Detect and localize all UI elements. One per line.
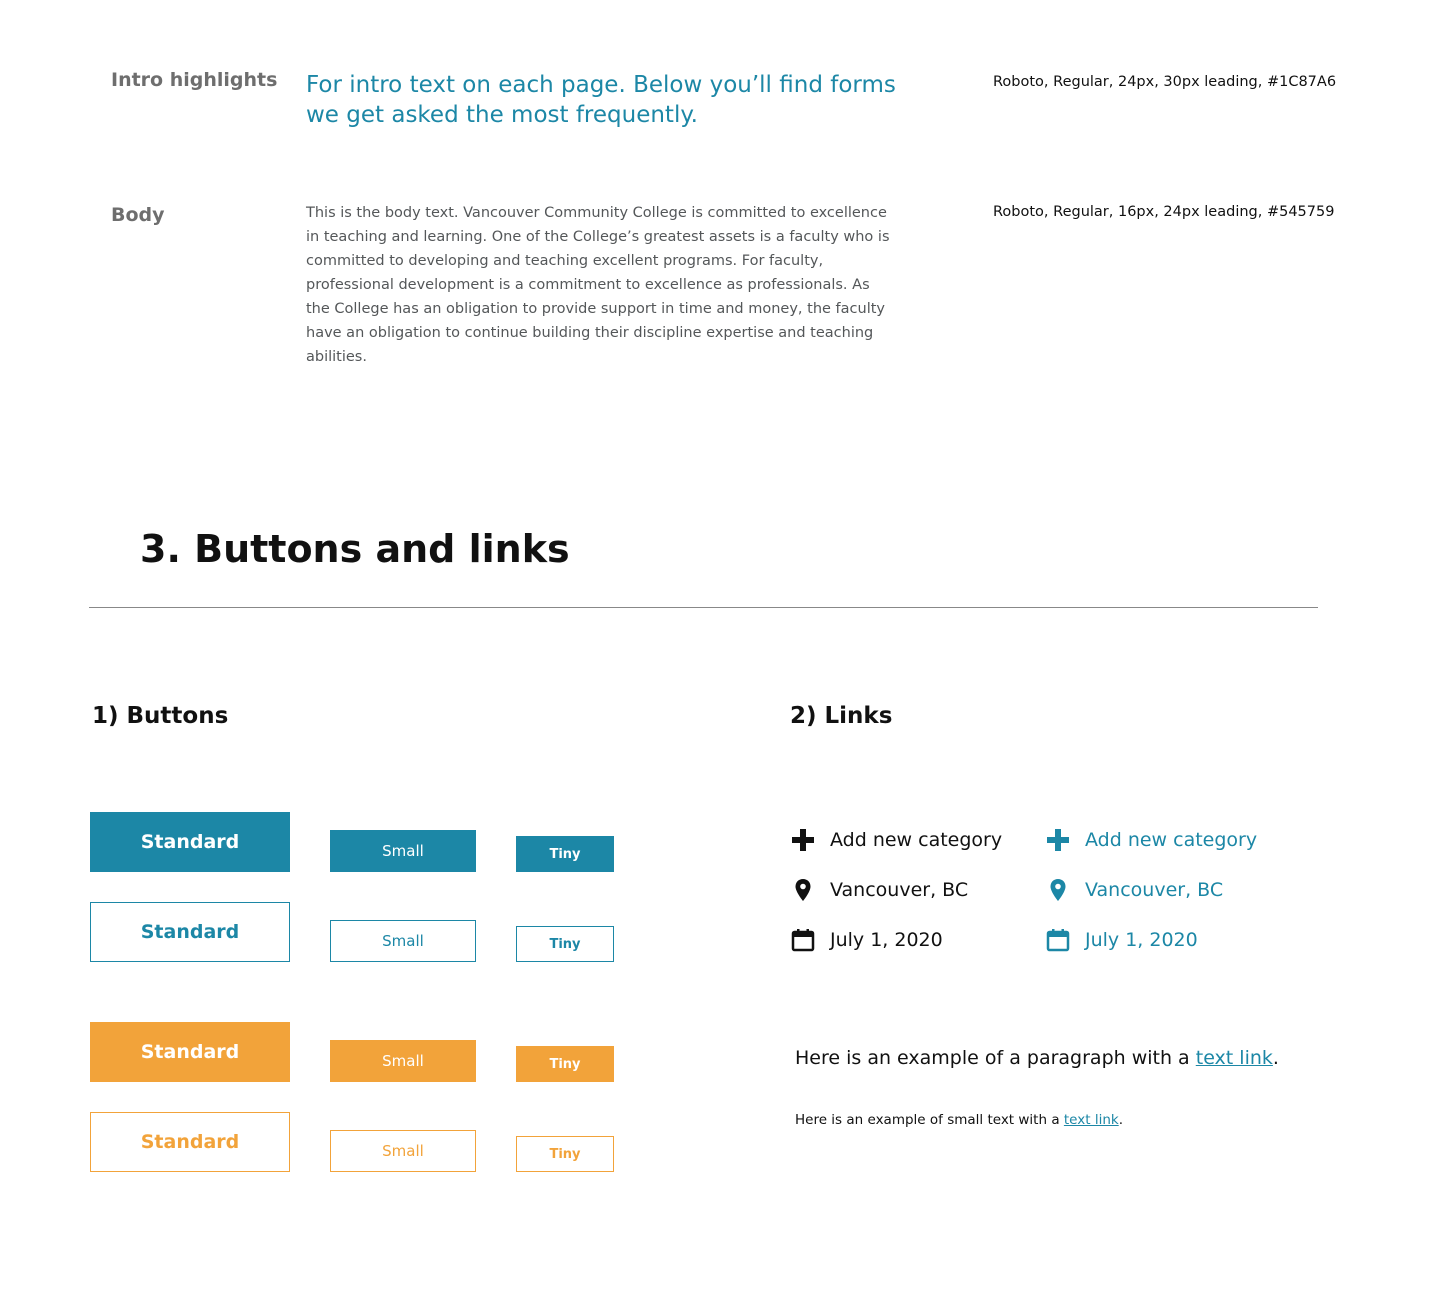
body-sample-text: This is the body text. Vancouver Community College is committed to excellence in teaching and learning. One of the College’s greatest assets is a faculty who is committed to developing and teaching excellent programs. For faculty, professional development is a commitment to excellence as professionals. As the College has an obligation to provide support in time and money, the faculty have an obligation to continue building their discipline expertise and teaching abilities.: [306, 205, 890, 365]
buttons-heading: 1) Buttons: [92, 703, 229, 729]
intro-spec: Roboto, Regular, 24px, 30px leading, #1C87A6: [993, 74, 1337, 90]
plus-icon: [790, 827, 816, 853]
intro-highlights-label: Intro highlights: [111, 69, 278, 91]
add-category-link-dark[interactable]: [790, 825, 1002, 855]
links-heading: 2) Links: [790, 703, 893, 729]
paragraph-example: [795, 1047, 1279, 1069]
body-label: Body: [111, 204, 165, 226]
location-label: Vancouver, BC: [830, 879, 969, 901]
standard-button-accent-outline[interactable]: Standard: [90, 1112, 290, 1172]
small-text-link[interactable]: text link: [1063, 1112, 1119, 1128]
date-label: July 1, 2020: [830, 929, 943, 951]
add-category-label: Add new category: [1085, 829, 1258, 851]
section-divider: [89, 607, 1318, 608]
tiny-button-accent-outline[interactable]: Tiny: [516, 1136, 614, 1172]
standard-button-primary[interactable]: Standard: [90, 812, 290, 872]
calendar-icon: [1045, 927, 1071, 953]
standard-button-accent[interactable]: Standard: [90, 1022, 290, 1082]
standard-button-primary-outline[interactable]: Standard: [90, 902, 290, 962]
plus-icon: [1045, 827, 1071, 853]
calendar-icon: [790, 927, 816, 953]
body-spec: Roboto, Regular, 16px, 24px leading, #545759: [993, 204, 1335, 220]
small-text: Here is an example of small text with a: [795, 1112, 1064, 1128]
date-label: July 1, 2020: [1085, 929, 1198, 951]
paragraph-text: Here is an example of a paragraph with a: [795, 1047, 1196, 1069]
location-label: Vancouver, BC: [1085, 879, 1224, 901]
add-category-link-teal[interactable]: [1045, 825, 1257, 855]
paragraph-suffix: .: [1272, 1047, 1279, 1069]
small-button-primary[interactable]: Small: [330, 830, 476, 872]
small-button-accent-outline[interactable]: Small: [330, 1130, 476, 1172]
small-text-example: [795, 1112, 1123, 1128]
small-button-accent[interactable]: Small: [330, 1040, 476, 1082]
tiny-button-accent[interactable]: Tiny: [516, 1046, 614, 1082]
date-link-dark[interactable]: [790, 925, 943, 955]
location-pin-icon: [790, 877, 816, 903]
tiny-button-primary[interactable]: Tiny: [516, 836, 614, 872]
location-link-dark[interactable]: [790, 875, 968, 905]
location-pin-icon: [1045, 877, 1071, 903]
section-title: 3. Buttons and links: [140, 527, 570, 571]
text-link[interactable]: text link: [1195, 1047, 1273, 1069]
small-button-primary-outline[interactable]: Small: [330, 920, 476, 962]
add-category-label: Add new category: [830, 829, 1003, 851]
intro-sample-text: For intro text on each page. Below you’ll find forms we get asked the most frequently.: [306, 72, 896, 128]
tiny-button-primary-outline[interactable]: Tiny: [516, 926, 614, 962]
date-link-teal[interactable]: [1045, 925, 1198, 955]
location-link-teal[interactable]: [1045, 875, 1223, 905]
small-text-suffix: .: [1118, 1112, 1123, 1128]
